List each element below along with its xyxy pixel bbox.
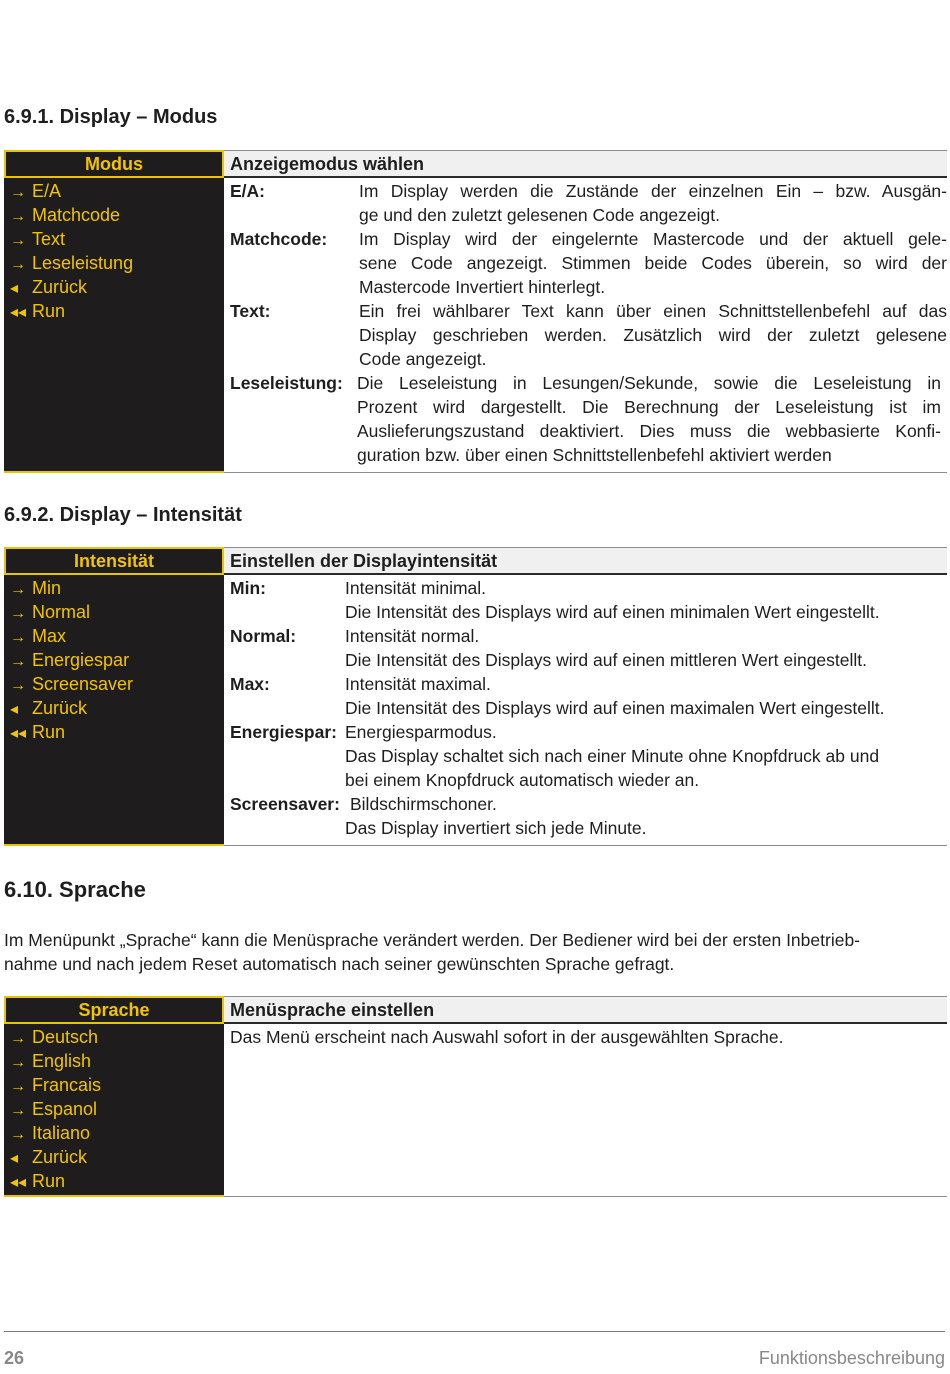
desc-line: Intensität normal. (345, 626, 480, 646)
arrow-right-icon: → (10, 629, 26, 646)
desc-text (357, 371, 941, 467)
desc-title-intensitaet: Einstellen der Displayintensität (224, 547, 947, 575)
arrow-right-icon: → (10, 184, 26, 201)
menu-item-leseleistung (4, 251, 224, 275)
desc-line: bei einem Knopfdruck automatisch wieder an. (345, 770, 700, 790)
menu-title-modus: Modus (4, 150, 224, 178)
menu-item-label: Run (32, 722, 66, 742)
desc-line: Mastercode Invertiert hinterlegt. (359, 277, 606, 297)
menu-item-label: Text (32, 229, 66, 249)
desc-row-ea (224, 179, 947, 227)
menu-item-label: Leseleistung (32, 253, 134, 273)
double-back-icon: ◂◂ (10, 1174, 27, 1191)
desc-row-screensaver (224, 792, 947, 840)
desc-row-text (224, 299, 947, 371)
desc-term: Matchcode: (230, 229, 328, 249)
back-triangle-icon: ◂ (10, 280, 19, 297)
section-heading-modus: 6.9.1. Display – Modus (4, 106, 218, 128)
desc-list-intensitaet (224, 575, 947, 846)
menu-list-intensitaet (4, 575, 224, 846)
menu-item-max (4, 624, 224, 648)
menu-item-run (4, 299, 224, 323)
menu-item-zurueck (4, 696, 224, 720)
sprache-intro (4, 928, 948, 976)
desc-text (359, 179, 947, 227)
desc-text (359, 299, 947, 371)
menu-item-label: Deutsch (32, 1027, 99, 1047)
desc-term: E/A: (230, 181, 265, 201)
desc-term: Leseleistung: (230, 373, 343, 393)
sprache-table (4, 996, 947, 1197)
menu-item-label: Italiano (32, 1123, 91, 1143)
arrow-right-icon: → (10, 1102, 26, 1119)
page-number: 26 (4, 1348, 25, 1368)
menu-item-label: English (32, 1051, 92, 1071)
desc-row-leseleistung (224, 371, 947, 467)
desc-line: Intensität minimal. (345, 578, 487, 598)
desc-line: Das Display invertiert sich jede Minute. (345, 818, 647, 838)
menu-list-sprache (4, 1024, 224, 1197)
arrow-right-icon: → (10, 677, 26, 694)
desc-row-energiespar (224, 720, 947, 792)
menu-item-matchcode (4, 203, 224, 227)
menu-list-modus (4, 178, 224, 473)
desc-list-modus (224, 178, 947, 473)
desc-line: Die Intensität des Displays wird auf einen mittleren Wert eingestellt. (345, 650, 868, 670)
arrow-right-icon: → (10, 256, 26, 273)
menu-item-zurueck (4, 275, 224, 299)
desc-line: sene Code angezeigt. Stimmen beide Codes überein, so wird der (359, 253, 947, 273)
menu-item-energiespar (4, 648, 224, 672)
desc-line: Prozent wird dargestellt. Die Berechnung der Leseleistung ist im (357, 397, 941, 417)
arrow-right-icon: → (10, 208, 26, 225)
menu-item-label: Energiespar (32, 650, 130, 670)
menu-item-francais (4, 1073, 224, 1097)
desc-line: Ein frei wählbarer Text kann über einen Schnittstellenbefehl auf das (359, 301, 947, 321)
desc-line: Die Leseleistung in Lesungen/Sekunde, sowie die Leseleistung in (357, 373, 941, 393)
desc-line: Das Display schaltet sich nach einer Minute ohne Knopfdruck ab und (345, 746, 880, 766)
double-back-icon: ◂◂ (10, 304, 27, 321)
menu-item-label: Zurück (32, 698, 88, 718)
desc-line: Display geschrieben werden. Zusätzlich wird der zuletzt gelesene (359, 325, 947, 345)
desc-line: Auslieferungszustand deaktiviert. Dies muss die webbasierte Konfi- (357, 421, 941, 441)
menu-item-label: Zurück (32, 1147, 88, 1167)
menu-item-label: Normal (32, 602, 91, 622)
menu-item-label: Espanol (32, 1099, 98, 1119)
desc-term: Normal: (230, 626, 297, 646)
menu-item-screensaver (4, 672, 224, 696)
arrow-right-icon: → (10, 653, 26, 670)
desc-line: Die Intensität des Displays wird auf einen maximalen Wert eingestellt. (345, 698, 885, 718)
arrow-right-icon: → (10, 605, 26, 622)
desc-text (345, 624, 947, 672)
intensitaet-table (4, 547, 947, 846)
menu-item-label: Max (32, 626, 67, 646)
desc-text (345, 672, 947, 720)
modus-table (4, 150, 947, 473)
desc-text (345, 576, 947, 624)
menu-item-run (4, 720, 224, 744)
desc-line: Die Intensität des Displays wird auf einen minimalen Wert eingestellt. (345, 602, 880, 622)
footer-divider (4, 1331, 945, 1332)
desc-line: Im Display werden die Zustände der einzelnen Ein – bzw. Ausgän- (359, 181, 947, 201)
desc-row-min (224, 576, 947, 624)
menu-item-normal (4, 600, 224, 624)
menu-item-run (4, 1169, 224, 1193)
back-triangle-icon: ◂ (10, 701, 19, 718)
desc-line: ge und den zuletzt gelesenen Code angezeigt. (359, 205, 720, 225)
desc-title-modus: Anzeigemodus wählen (224, 150, 947, 178)
menu-title-intensitaet: Intensität (4, 547, 224, 575)
menu-item-label: Run (32, 1171, 66, 1191)
arrow-right-icon: → (10, 581, 26, 598)
intro-line: nahme und nach jedem Reset automatisch nach seiner gewünschten Sprache gefragt. (4, 954, 675, 974)
menu-item-label: Min (32, 578, 62, 598)
menu-title-sprache: Sprache (4, 996, 224, 1024)
menu-item-zurueck (4, 1145, 224, 1169)
desc-row-max (224, 672, 947, 720)
menu-item-label: Screensaver (32, 674, 134, 694)
menu-item-deutsch (4, 1025, 224, 1049)
footer-chapter-title: Funktionsbeschreibung (758, 1348, 945, 1368)
menu-item-label: Zurück (32, 277, 88, 297)
menu-item-label: E/A (32, 181, 62, 201)
arrow-right-icon: → (10, 1126, 26, 1143)
desc-text (345, 792, 947, 840)
desc-term: Max: (230, 674, 270, 694)
section-heading-sprache: 6.10. Sprache (4, 877, 146, 902)
desc-title-sprache: Menüsprache einstellen (224, 996, 947, 1024)
desc-term: Energiespar: (230, 722, 337, 742)
desc-text: Das Menü erscheint nach Auswahl sofort in der ausgewählten Sprache. (230, 1027, 784, 1047)
desc-line: Im Display wird der eingelernte Mastercode und der aktuell gele- (359, 229, 947, 249)
desc-term: Screensaver: (230, 794, 340, 814)
menu-item-espanol (4, 1097, 224, 1121)
double-back-icon: ◂◂ (10, 725, 27, 742)
desc-term: Min: (230, 578, 266, 598)
arrow-right-icon: → (10, 1054, 26, 1071)
desc-line: Bildschirmschoner. (350, 794, 497, 814)
desc-line: guration bzw. über einen Schnittstellenbefehl aktiviert werden (357, 445, 832, 465)
section-heading-intensitaet: 6.9.2. Display – Intensität (4, 504, 242, 526)
arrow-right-icon: → (10, 1078, 26, 1095)
desc-text (345, 720, 947, 792)
desc-line: Intensität maximal. (345, 674, 491, 694)
menu-item-italiano (4, 1121, 224, 1145)
desc-term: Text: (230, 301, 271, 321)
menu-item-ea (4, 179, 224, 203)
menu-item-label: Matchcode (32, 205, 121, 225)
intro-line: Im Menüpunkt „Sprache“ kann die Menüsprache verändert werden. Der Bediener wird bei der ersten Inbetrieb- (4, 930, 861, 950)
arrow-right-icon: → (10, 232, 26, 249)
menu-item-min (4, 576, 224, 600)
desc-row-matchcode (224, 227, 947, 299)
desc-line: Energiesparmodus. (345, 722, 497, 742)
desc-row-normal (224, 624, 947, 672)
desc-line: Code angezeigt. (359, 349, 487, 369)
back-triangle-icon: ◂ (10, 1150, 19, 1167)
menu-item-text (4, 227, 224, 251)
desc-list-sprache (224, 1024, 947, 1197)
menu-item-english (4, 1049, 224, 1073)
menu-item-label: Run (32, 301, 66, 321)
menu-item-label: Francais (32, 1075, 102, 1095)
desc-text (359, 227, 947, 299)
arrow-right-icon: → (10, 1030, 26, 1047)
